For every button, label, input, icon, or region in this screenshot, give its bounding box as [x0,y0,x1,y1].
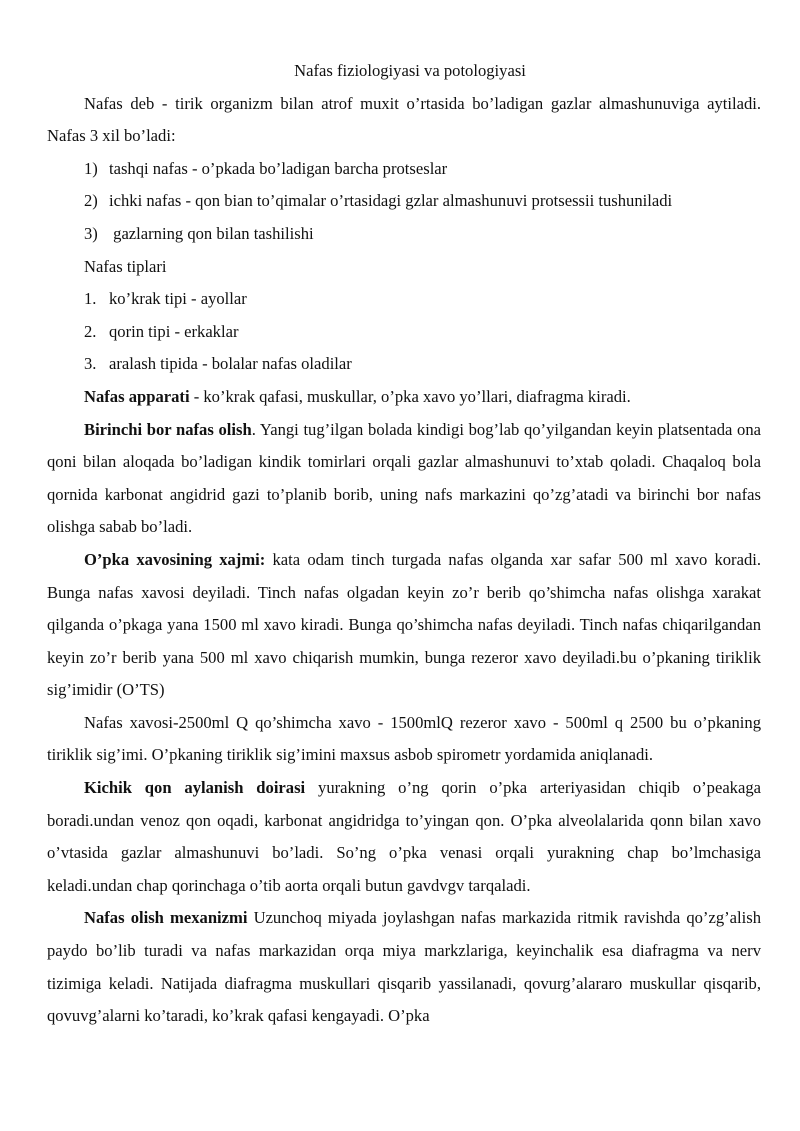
circulation-text: yurakning o’ng qorin o’pka arteriyasidan chiqib o’peakaga boradi.undan venoz qon oqadi, karbonat angidridga to’yingan qon. O’pka alveolalarida qonn bilan xavo o’vtasida gazlar almashunuvi bo’ladi. So’ng o’pka venasi orqali yurakning chap bo’lmchasiga keladi.undan chap qorinchaga o’tib aorta orqali butun gavdvgv tarqaladi. [47,778,762,895]
subheading: Nafas tiplari [84,256,167,276]
list-item [47,348,761,381]
list-number: 1. [84,289,97,309]
list-text: ichki nafas - qon bian to’qimalar o’rtasidagi gzlar almashunuvi protsessii tushuniladi [109,191,673,211]
circulation-paragraph [47,772,761,902]
list-text: ko’krak tipi - ayollar [109,289,247,309]
circulation-term: Kichik qon aylanish doirasi [84,778,306,798]
apparatus-text: - ko’krak qafasi, muskullar, o’pka xavo yo’llari, diafragma kiradi. [189,386,631,406]
list-text: qorin tipi - erkaklar [109,321,239,341]
capacity-paragraph: Nafas xavosi-2500ml Q qo’shimcha xavo - 1500mlQ rezeror xavo - 500ml q 2500 bu o’pkaning tiriklik sig’imi. O’pkaning tiriklik sig’imini maxsus asbob spirometr yordamida aniqlanadi. [47,712,761,765]
lung-volume-paragraph [47,544,761,707]
list-item [47,283,761,316]
list-item [47,218,761,251]
page-title: Nafas fiziologiyasi va potologiyasi [294,61,526,80]
lung-volume-text: kata odam tinch turgada nafas olganda xar safar 500 ml xavo koradi. Bunga nafas xavosi deyiladi. Tinch nafas olgadan keyin zo’r berib qo’shimcha nafas olishga xarakat qilganda o’pkaga yana 1500 ml xavo kiradi. Bunga qo’shimcha nafas deyiladi. Tinch nafas chiqarilgandan keyin zo’r berib yana 500 ml xavo chiqarish mumkin, bunga rezeror xavo deyiladi.bu o’pkaning tiriklik sig’imidir (O’TS) [47,549,762,700]
list-number: 2. [84,321,97,341]
apparatus-term: Nafas apparati [84,386,190,406]
list-number: 1) [84,158,98,178]
lung-volume-term: O’pka xavosining xajmi: [84,549,266,569]
list-text: aralash tipida - bolalar nafas oladilar [109,354,352,374]
mechanism-term: Nafas olish mexanizmi [84,908,248,928]
intro-paragraph: Nafas deb - tirik organizm bilan atrof muxit o’rtasida bo’ladigan gazlar almashunuviga aytiladi. Nafas 3 xil bo’ladi: [47,93,761,146]
list-text: gazlarning qon bilan tashilishi [109,223,314,243]
first-breath-text: . Yangi tug’ilgan bolada kindigi bog’lab qo’yilgandan keyin platsentada ona qoni bilan aloqada bo’ladigan kindik tomirlari orqali gazlar almashunuvi to’xtab qoladi. Chaqaloq bola qornida karbonat angidrid gazi to’planib borib, uning nafs markazini qo’zg’atadi va birinchi bor nafas olishga sabab bo’ladi. [47,419,761,537]
list-text: tashqi nafas - o’pkada bo’ladigan barcha protseslar [109,158,448,178]
list-number: 3) [84,223,98,243]
list-item [47,153,761,186]
list-item [47,185,761,218]
list-number: 2) [84,191,98,211]
list-number: 3. [84,354,97,374]
apparatus-paragraph [47,381,761,414]
first-breath-paragraph [47,414,761,544]
first-breath-term: Birinchi bor nafas olish [84,419,252,439]
mechanism-text: Uzunchoq miyada joylashgan nafas markazida ritmik ravishda qo’zg’alish paydo bo’lib turadi va nafas markazidan orqa miya markzlariga, keyinchalik esa diafragma va nerv tizimiga keladi. Natijada diafragma muskullari qisqarib yassilanadi, qovurg’alararo muskullar qisqarib, qovuvg’alarni ko’taradi, ko’krak qafasi kengayadi. O’pka [47,908,761,1026]
list-item [47,316,761,349]
mechanism-paragraph [47,902,761,1032]
